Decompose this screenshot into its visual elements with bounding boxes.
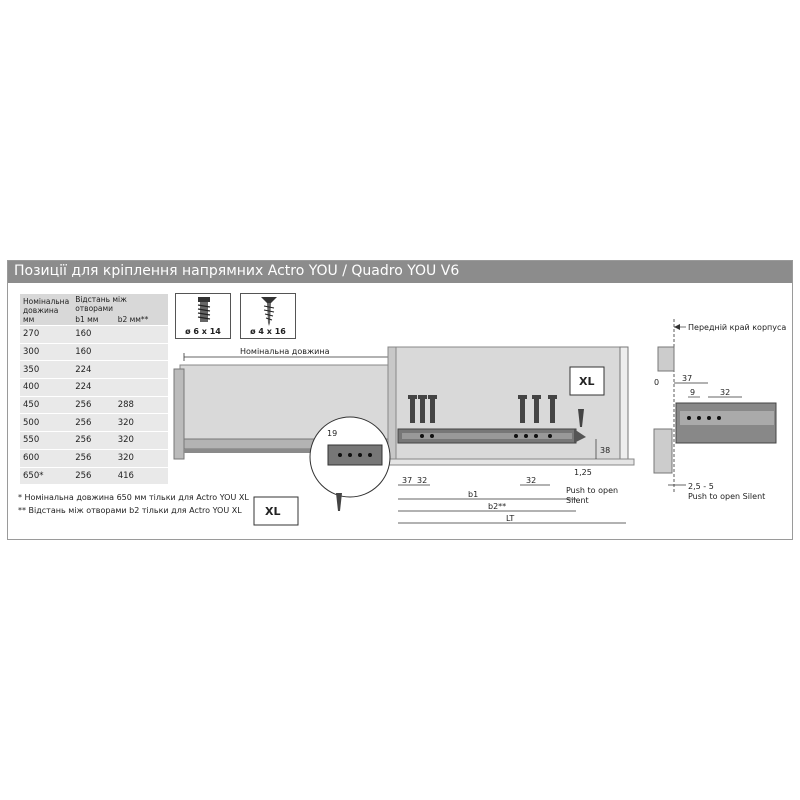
table-cell-b2: 320 <box>115 432 168 450</box>
table-cell-len: 300 <box>20 343 72 361</box>
table-cell-b2: 288 <box>115 396 168 414</box>
dim-32: 32 <box>417 476 428 485</box>
panel-title: Позиції для кріплення напрямних Actro YOU / Quadro YOU V6 <box>14 263 460 279</box>
table-cell-b1: 256 <box>72 414 115 432</box>
table-cell-b2: 416 <box>115 467 168 484</box>
footnote-2: ** Відстань між отворами b2 тільки для Actro YOU XL <box>18 506 242 515</box>
header-b1: b1 мм <box>72 314 115 326</box>
table-cell-len: 400 <box>20 379 72 397</box>
push-to-open-label-1: Push to open <box>566 486 619 495</box>
xl-label-right: XL <box>579 375 595 388</box>
dim-32b: 32 <box>526 476 537 485</box>
table-cell-len: 500 <box>20 414 72 432</box>
table-cell-len: 270 <box>20 326 72 344</box>
table-cell-b1: 256 <box>72 467 115 484</box>
push-to-open-label-right: Push to open Silent <box>688 492 766 501</box>
dim-r9: 9 <box>690 388 696 397</box>
screw-6x14-label: ø 6 x 14 <box>185 327 221 336</box>
xl-label-left: XL <box>265 505 281 518</box>
dim-1-25: 1,25 <box>574 468 592 477</box>
table-cell-len: 550 <box>20 432 72 450</box>
table-cell-b1: 256 <box>72 396 115 414</box>
mounting-drawing <box>8 261 793 540</box>
dim-r25-5: 2,5 - 5 <box>688 482 714 491</box>
table-cell-b1: 160 <box>72 326 115 344</box>
front-edge-label: Передній край корпуса <box>688 323 787 332</box>
table-cell-b1: 224 <box>72 379 115 397</box>
header-hole-spacing: Відстань між отворами <box>72 294 168 314</box>
table-cell-b2: 320 <box>115 414 168 432</box>
push-to-open-label-2: Silent <box>566 496 589 505</box>
dim-19: 19 <box>327 429 338 438</box>
dim-38: 38 <box>600 446 611 455</box>
table-cell-b1: 256 <box>72 432 115 450</box>
table-cell-b2: 320 <box>115 449 168 467</box>
header-nominal-length: Номінальна довжина мм <box>20 294 72 326</box>
table-cell-b1: 256 <box>72 449 115 467</box>
dim-b1: b1 <box>468 490 479 499</box>
dim-r32: 32 <box>720 388 731 397</box>
screw-4x16-label: ø 4 x 16 <box>250 327 286 336</box>
dim-b2: b2** <box>488 502 507 511</box>
table-cell-len: 350 <box>20 361 72 379</box>
table-cell-len: 450 <box>20 396 72 414</box>
dim-r0: 0 <box>654 378 660 387</box>
footnote-1: * Номінальна довжина 650 мм тільки для Actro YOU XL <box>18 493 249 502</box>
drawing-panel <box>7 260 793 540</box>
table-cell-len: 650* <box>20 467 72 484</box>
dim-lt: LT <box>506 514 515 523</box>
dim-r37: 37 <box>682 374 693 383</box>
nominal-length-label: Номінальна довжина <box>240 347 330 356</box>
front-edge-detail <box>654 319 776 493</box>
dim-37: 37 <box>402 476 413 485</box>
table-cell-b1: 160 <box>72 343 115 361</box>
table-cell-len: 600 <box>20 449 72 467</box>
table-cell-b1: 224 <box>72 361 115 379</box>
header-b2: b2 мм** <box>115 314 168 326</box>
